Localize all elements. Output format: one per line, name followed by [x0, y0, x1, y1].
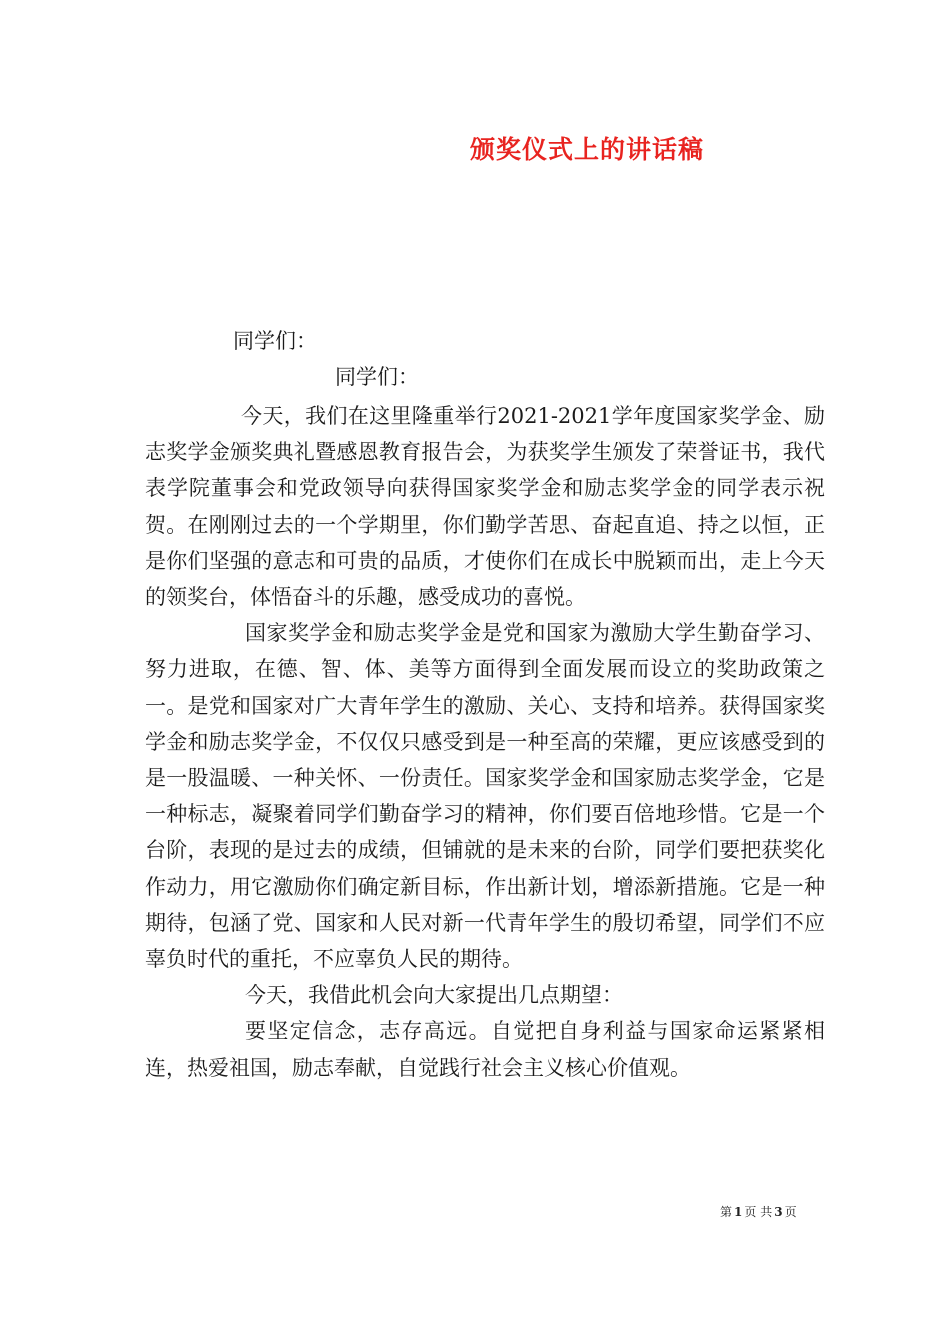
footer-middle: 页 共 [744, 1205, 773, 1219]
salutation-line-1: 同学们： [233, 329, 317, 353]
paragraph-opening: 今天，我们在这里隆重举行2021-2021学年度国家奖学金、励志奖学金颁奖典礼暨感恩教育报告会，为获奖学生颁发了荣誉证书，我代表学院董事会和党政领导向获得国家奖学金和励志奖学金的同学表示祝贺。在刚刚过去的一个学期里，你们勤学苦思、奋起直追、持之以恒，正是你们坚强的意志和可贵的品质，才使你们在成长中脱颖而出，走上今天的领奖台，体悟奋斗的乐趣，感受成功的喜悦。 [145, 404, 825, 610]
document-title: 颁奖仪式上的讲话稿 [470, 135, 705, 164]
footer-total-pages: 3 [774, 1205, 783, 1219]
footer-current-page: 1 [734, 1205, 743, 1219]
paragraph-scholarship: 国家奖学金和励志奖学金是党和国家为激励大学生勤奋学习、努力进取，在德、智、体、美等方面得到全面发展而设立的奖助政策之一。是党和国家对广大青年学生的激励、关心、支持和培养。获得国家奖学金和励志奖学金，不仅仅只感受到是一种至高的荣耀，更应该感受到的是一股温暖、一种关怀、一份责任。国家奖学金和国家励志奖学金，它是一种标志，凝聚着同学们勤奋学习的精神，你们要百倍地珍惜。它是一个台阶，表现的是过去的成绩，但铺就的是未来的台阶，同学们要把获奖化作动力，用它激励你们确定新目标，作出新计划，增添新措施。它是一种期待，包涵了党、国家和人民对新一代青年学生的殷切希望，同学们不应辜负时代的重托，不应辜负人民的期待。 [145, 621, 825, 972]
footer-prefix: 第 [720, 1205, 733, 1219]
footer-suffix: 页 [784, 1205, 797, 1219]
paragraph-expectations-intro: 今天，我借此机会向大家提出几点期望： [245, 983, 623, 1008]
page-footer [720, 1204, 797, 1220]
paragraph-expectation-1: 要坚定信念，志存高远。自觉把自身利益与国家命运紧紧相连，热爱祖国，励志奉献，自觉践行社会主义核心价值观。 [145, 1019, 825, 1080]
salutation-line-2: 同学们： [335, 365, 419, 389]
document-body [145, 398, 825, 1086]
